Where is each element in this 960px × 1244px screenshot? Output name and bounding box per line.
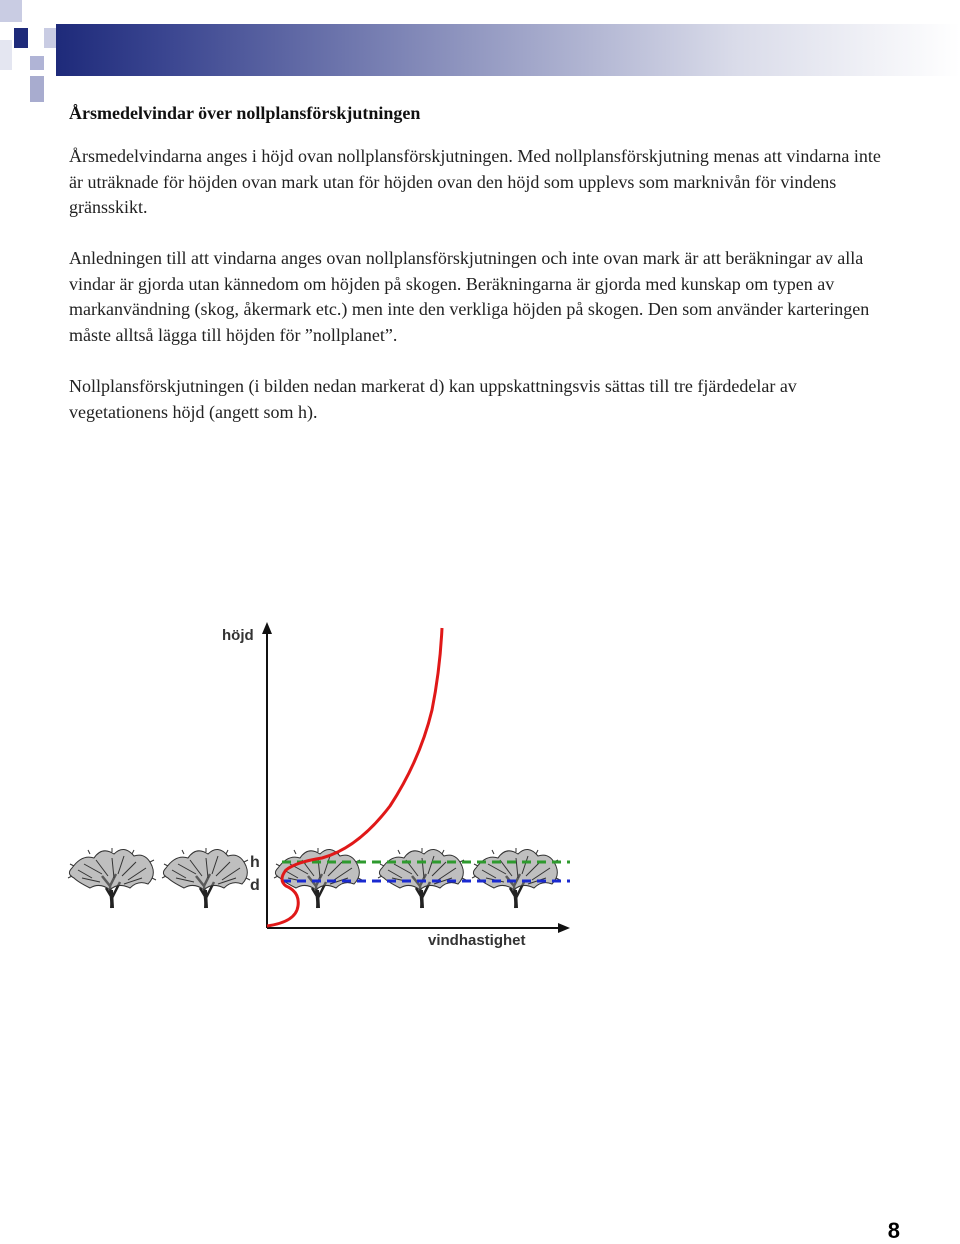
tree-icon bbox=[378, 848, 466, 908]
header-gradient-bar bbox=[56, 24, 960, 76]
paragraph: Nollplansförskjutningen (i bilden nedan markerat d) kan uppskattningsvis sättas till tre fjärdedelar av vegetationens höjd (angett som h). bbox=[69, 376, 797, 422]
tree-icon bbox=[274, 848, 362, 908]
header-square bbox=[44, 28, 56, 48]
header-square bbox=[30, 56, 44, 70]
header-square bbox=[30, 76, 44, 102]
paragraph: Årsmedelvindarna anges i höjd ovan nollplansförskjutningen. Med nollplansförskjutning menas att vindarna inte är uträknade för höjden ovan mark utan för höjden ovan den höjd som upplevs som marknivån för vindens gränsskikt. bbox=[69, 146, 881, 217]
page-number: 8 bbox=[887, 1218, 900, 1243]
paragraph: Anledningen till att vindarna anges ovan nollplansförskjutningen och inte ovan mark är att beräkningar av alla vindar är gjorda utan kännedom om höjden på skogen. Beräkningarna är gjorda med kunskap om typen av markanvändning (skog, åkermark etc.) men inte den verkliga höjden på skogen. Den som använder karteringen måste alltså lägga till höjden för ”nollplanet”. bbox=[69, 248, 870, 345]
h-label: h bbox=[250, 854, 260, 871]
tree-icon bbox=[68, 848, 156, 908]
y-axis-arrow bbox=[262, 622, 272, 634]
tree-icon bbox=[472, 848, 560, 908]
y-axis-label: höjd bbox=[222, 627, 254, 644]
header-square bbox=[14, 28, 28, 48]
header-square bbox=[0, 40, 12, 70]
tree-icon bbox=[162, 848, 250, 908]
page-title: Årsmedelvindar över nollplansförskjutningen bbox=[69, 103, 421, 123]
x-axis-label: vindhastighet bbox=[428, 932, 526, 949]
x-axis-arrow bbox=[558, 923, 570, 933]
wind-profile-figure bbox=[60, 610, 580, 955]
header-square bbox=[0, 0, 22, 22]
d-label: d bbox=[250, 877, 260, 894]
